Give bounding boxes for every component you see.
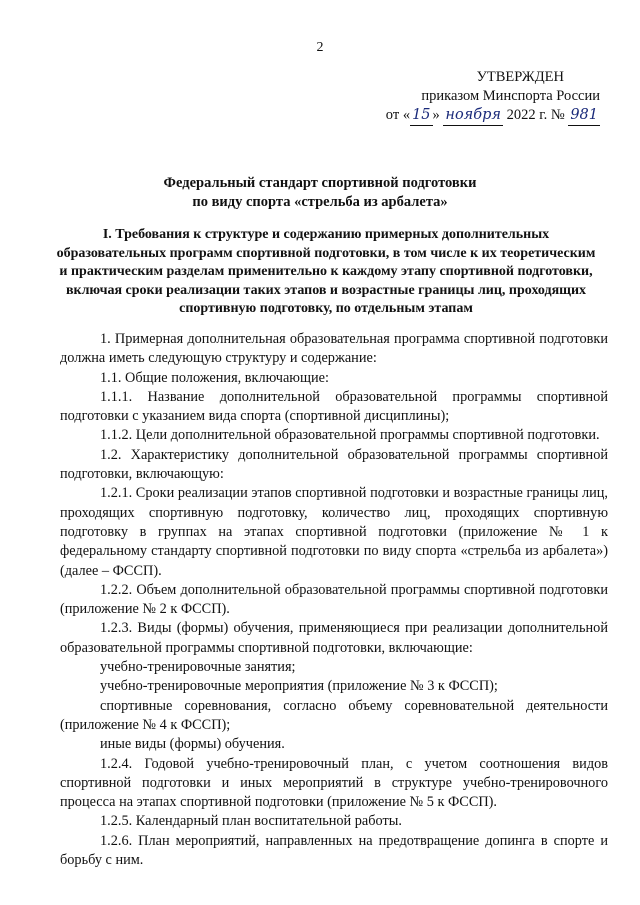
document-body: [60, 330, 608, 870]
paragraph-1-2-3: 1.2.3. Виды (формы) обучения, применяющиеся при реализации дополнительной образовательной программы спортивной подготовки, включающие:: [60, 620, 608, 656]
paragraph-1-2-6: 1.2.6. План мероприятий, направленных на предотвращение допинга в спорте и борьбу с ним.: [60, 832, 608, 869]
list-item-training-events: учебно-тренировочные мероприятия (приложение № 3 к ФССП);: [100, 678, 498, 695]
document-title-line-2: по виду спорта «стрельба из арбалета»: [192, 194, 448, 210]
date-mid: »: [432, 107, 444, 123]
approval-date-line: [386, 106, 600, 126]
handwritten-order-number: 981: [568, 106, 600, 126]
paragraph-1-1: 1.1. Общие положения, включающие:: [100, 369, 329, 386]
paragraph-1-2-5: 1.2.5. Календарный план воспитательной работы.: [100, 813, 402, 830]
approval-block: [386, 68, 600, 126]
paragraph-1-2-1: 1.2.1. Сроки реализации этапов спортивной подготовки и возрастные границы лиц, проходящих спортивную подготовку, количество лиц, проходящих спортивную подготовку в группах на этапах спортивной подготовки (приложение № 1 к федеральному стандарту спортивной подготовки по виду спорта «стрельба из арбалета») (далее – ФССП).: [60, 485, 608, 579]
paragraph-1-1-1: 1.1.1. Название дополнительной образовательной программы спортивной подготовки с указанием вида спорта (спортивной дисциплины);: [60, 388, 608, 425]
approval-order-line: приказом Минспорта России: [421, 88, 600, 104]
list-item-other-forms: иные виды (формы) обучения.: [100, 736, 285, 753]
handwritten-day: 15: [410, 106, 432, 126]
paragraph-1-2-2: 1.2.2. Объем дополнительной образовательной программы спортивной подготовки (приложение № 2 к ФССП).: [60, 581, 608, 618]
handwritten-month: ноября: [443, 106, 503, 126]
approval-title: УТВЕРЖДЕН: [476, 69, 564, 85]
page-number: 2: [316, 40, 324, 55]
date-year: 2022 г. №: [503, 107, 569, 123]
paragraph-1: 1. Примерная дополнительная образовательная программа спортивной подготовки должна иметь следующую структуру и содержание:: [60, 331, 608, 367]
document-title: [0, 174, 640, 212]
list-item-training-sessions: учебно-тренировочные занятия;: [100, 659, 296, 676]
paragraph-1-1-2: 1.1.2. Цели дополнительной образовательной программы спортивной подготовки.: [100, 427, 600, 444]
paragraph-1-2-4: 1.2.4. Годовой учебно-тренировочный план, с учетом соотношения видов спортивной подготовки и иных мероприятий в структуре учебно-тренировочного процесса на этапах спортивной подготовки (приложение № 5 к ФССП).: [60, 755, 608, 811]
section-title: I. Требования к структуре и содержанию примерных дополнительных образовательных программ спортивной подготовки, в том числе к их теоретическим и практическим разделам применительно к каждому этапу спортивной подготовки, включая сроки реализации таких этапов и возрастные границы лиц, проходящих спортивную подготовку, по отдельным этапам: [56, 227, 596, 316]
date-prefix: от «: [385, 107, 411, 123]
paragraph-1-2: 1.2. Характеристику дополнительной образовательной программы спортивной подготовки, включающую:: [60, 446, 608, 483]
document-title-line-1: Федеральный стандарт спортивной подготовки: [163, 175, 477, 191]
list-item-competitions: спортивные соревнования, согласно объему соревновательной деятельности (приложение № 4 к ФССП);: [60, 697, 608, 733]
